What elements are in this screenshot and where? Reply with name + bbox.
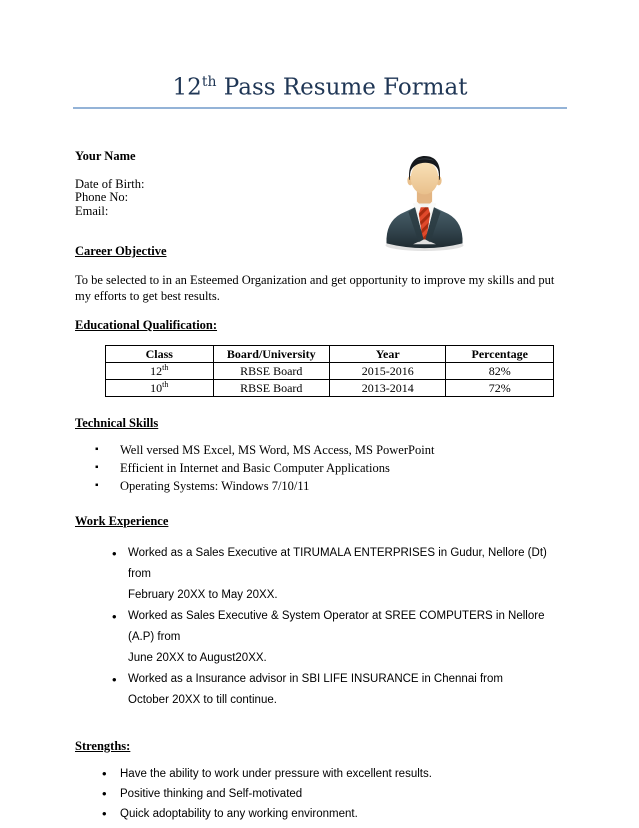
column-header-class: Class xyxy=(106,346,214,363)
class-ordinal-suffix: th xyxy=(162,363,169,373)
list-item: ▪ Efficient in Internet and Basic Computer Applications xyxy=(75,459,569,477)
work-item-line: February 20XX to May 20XX. xyxy=(128,589,278,602)
email-label: Email: xyxy=(75,203,109,218)
cell-class xyxy=(106,380,214,397)
cell-board: RBSE Board xyxy=(213,363,329,380)
technical-skills-heading: Technical Skills xyxy=(75,416,159,431)
phone-label: Phone No: xyxy=(75,190,129,205)
list-item: ▪ Operating Systems: Windows 7/10/11 xyxy=(75,477,569,495)
cell-board: RBSE Board xyxy=(213,380,329,397)
class-number: 12 xyxy=(150,364,163,379)
work-item-line: • Worked as Sales Executive & System Operator at SREE COMPUTERS in Nellore (A.P) from xyxy=(128,610,545,644)
cell-percentage: 82% xyxy=(446,363,554,380)
class-ordinal-suffix: th xyxy=(162,380,169,390)
work-experience-list xyxy=(75,543,569,711)
list-item: ▪ Well versed MS Excel, MS Word, MS Access, MS PowerPoint xyxy=(75,441,569,459)
work-item-line: October 20XX to till continue. xyxy=(128,694,277,707)
page-title xyxy=(73,0,567,109)
title-number: 12 xyxy=(172,74,202,101)
column-header-year: Year xyxy=(329,346,445,363)
table-row xyxy=(106,380,554,397)
column-header-percentage: Percentage xyxy=(446,346,554,363)
strengths-list xyxy=(75,764,569,824)
your-name-heading: Your Name xyxy=(75,148,136,163)
cell-year: 2015-2016 xyxy=(329,363,445,380)
table-row xyxy=(106,363,554,380)
list-item: • Positive thinking and Self-motivated xyxy=(75,784,569,804)
list-item xyxy=(75,543,569,606)
businessman-avatar-icon xyxy=(377,152,472,253)
technical-skills-list xyxy=(75,441,569,495)
work-item-line: June 20XX to August20XX. xyxy=(128,652,267,665)
list-item xyxy=(75,669,569,711)
education-table xyxy=(105,345,554,397)
list-item: • Quick adoptability to any working environment. xyxy=(75,804,569,824)
career-objective-heading: Career Objective xyxy=(75,244,167,259)
title-superscript: th xyxy=(201,74,217,90)
strengths-heading: Strengths: xyxy=(75,739,131,754)
cell-percentage: 72% xyxy=(446,380,554,397)
list-item: • Have the ability to work under pressure with excellent results. xyxy=(75,764,569,784)
work-experience-heading: Work Experience xyxy=(75,514,169,529)
work-item-line: • Worked as a Sales Executive at TIRUMALA ENTERPRISES in Gudur, Nellore (Dt) from xyxy=(128,547,547,581)
column-header-board: Board/University xyxy=(213,346,329,363)
educational-qualification-heading: Educational Qualification: xyxy=(75,318,218,333)
contact-block xyxy=(75,178,569,219)
table-header-row xyxy=(106,346,554,363)
work-item-line: • Worked as a Insurance advisor in SBI LIFE INSURANCE in Chennai from xyxy=(128,673,503,686)
career-objective-text: To be selected to in an Esteemed Organization and get opportunity to improve my skills and put my efforts to get best results. xyxy=(75,273,555,304)
class-number: 10 xyxy=(150,381,163,396)
date-of-birth-label: Date of Birth: xyxy=(75,176,145,191)
title-rest: Pass Resume Format xyxy=(216,74,468,101)
cell-year: 2013-2014 xyxy=(329,380,445,397)
cell-class xyxy=(106,363,214,380)
list-item xyxy=(75,606,569,669)
